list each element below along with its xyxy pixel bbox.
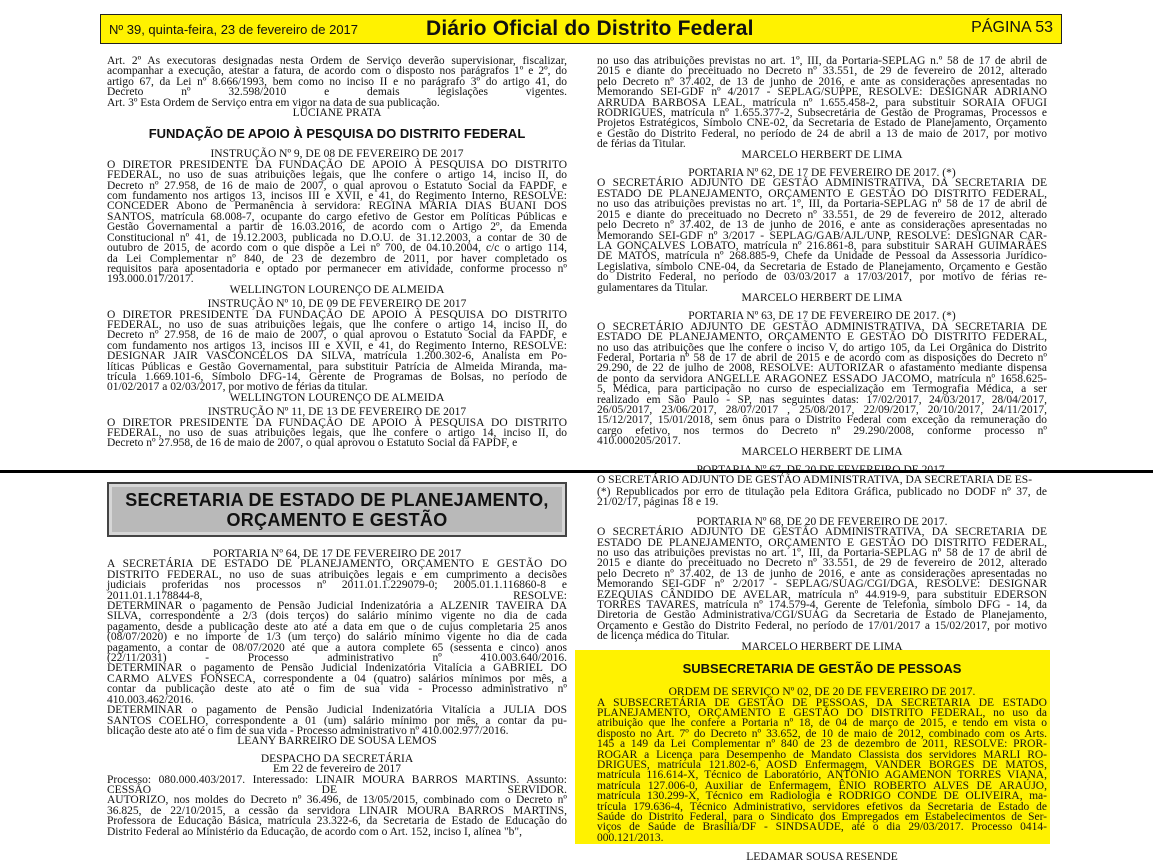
text-line: com fundamento nos artigos 13, incisos III e XVII, e 41, do Regimento Interno, RESOLVE: [107, 339, 567, 352]
text-line: 5, Médica, para participação no curso de especialização em Termografia Médica, a ser [597, 383, 1047, 396]
instrucao-11-title: INSTRUÇÃO Nº 11, DE 13 DE FEVEREIRO DE 2017 [207, 406, 467, 419]
text-line: FEDERAL, no uso de suas atribuições legais, que lhe confere o artigo 14, inciso II, do [107, 427, 567, 439]
text-line: 193.000.017/2017. [107, 273, 194, 286]
text-line: no uso das atribuições previstas no art. 1º, III, da Portaria-SEPLAG nº 58 de 17 de abril de [597, 547, 1047, 560]
portaria-64-title: PORTARIA Nº 64, DE 17 DE FEVEREIRO DE 2017 [212, 548, 462, 560]
text-line: FEDERAL, no uso de suas atribuições legais, que lhe confere o artigo 14, inciso II, do [107, 169, 567, 182]
text-line: SANTOS, matrícula 68.008-7, ocupante do cargo efetivo de Gestor em Políticas Públicas e [107, 210, 567, 223]
section-title-fapdf: FUNDAÇÃO DE APOIO À PESQUISA DO DISTRITO FEDERAL [148, 126, 526, 142]
text-line: da Lei Complementar nº 840, de 23 de dezembro de 2011, por haver completado os [107, 252, 567, 265]
text-line: no uso das atribuições que lhe confere o inciso V, do artigo 105, da Lei Orgânica do Distrito [597, 341, 1047, 354]
secretaria-title-line-1: SECRETARIA DE ESTADO DE PLANEJAMENTO, [125, 490, 549, 510]
text-line: Memorando SEI-GDF nº 2/2017 - SEPLAG/SUAG/CGI/DGA, RESOLVE: DESIGNAR [597, 578, 1047, 591]
secretaria-title-box [107, 482, 567, 537]
despacho-date: Em 22 de fevereiro de 2017 [272, 763, 402, 776]
text-line: DETERMINAR o pagamento de Pensão Judicial Indenizatória Vitalícia a GABRIEL DO [107, 662, 567, 675]
text-line: pagamento, a contar de 08/07/2020 até que a autora complete 65 (sessenta e cinco) anos [107, 641, 567, 654]
text-line: Projetos Estratégicos, Símbolo CNE-02, da Secretaria de Estado de Planejamento, Orçamento [597, 117, 1047, 130]
signer-marcelo-3: MARCELO HERBERT DE LIMA [741, 445, 903, 458]
text-line: Federal, Portaria nº 58 de 17 de abril de 2015 e de acordo com as disposições do Decreto nº [597, 351, 1047, 364]
republication-note [597, 487, 1047, 508]
issue-info: Nº 39, quinta-feira, 23 de fevereiro de 2017 [109, 22, 359, 37]
despacho-title: DESPACHO DA SECRETÁRIA [260, 752, 414, 765]
text-line: Decreto nº 27.958, de 16 de maio de 2007, o qual aprovou o Estatuto Social da FAPDF, e [107, 437, 518, 450]
instrucao-10-body [107, 310, 567, 393]
text-line: (22/11/2031) - Processo administrativo nº 410.003.640/2016. [107, 652, 567, 665]
text-line: Decreto nº 27.958, de 16 de maio de 2007, o qual aprovou o Estatuto Social da FAPDF, e [107, 179, 567, 192]
text-line: trícula 1.669.101-6, Símbolo DFG-14, Gerente de Programas de Bolsas, no período de [107, 370, 567, 383]
text-line: pelo Decreto nº 37.402, de 13 de junho de 2016, e ante as considerações apresentadas no [597, 219, 1047, 232]
text-line: ARRUDA BARBOSA LEAL, matrícula nº 1.655.458-2, para substituir SORAIA OFUGI [597, 96, 1047, 109]
text-line: 36.825, de 22/10/2015, a cessão da servidora LINAIR MOURA BARROS MARTINS, [107, 804, 567, 817]
ordem-servico-body [597, 698, 1047, 844]
text-line: 410.000205/2017. [597, 435, 681, 448]
signer-marcelo-2: MARCELO HERBERT DE LIMA [741, 291, 903, 304]
text-line: RODRIGUES, matrícula nº 1.655.377-2, Subsecretária de Gestão de Programas, Processos e [597, 107, 1047, 120]
instrucao-9-body [107, 160, 567, 285]
text-line: O DIRETOR PRESIDENTE DA FUNDAÇÃO DE APOIO À PESQUISA DO DISTRITO [107, 158, 567, 171]
text-line: AUTORIZO, nos moldes do Decreto nº 36.496, de 13/05/2015, combinado com o Decreto nº [107, 794, 567, 807]
text-line: viços de Saúde de Brasília/DF - SINDSAÚDE, até o dia 29/03/2017. Processo 0414- [597, 821, 1047, 834]
ordem-servico-title: ORDEM DE SERVIÇO Nº 02, DE 20 DE FEVEREIRO DE 2017. [668, 686, 976, 699]
text-line: matrícula 116.614-X, Técnico de Laboratório, ANTÔNIO AGAMENON TORRES VIANA, [597, 769, 1047, 782]
text-line: DISTRITO FEDERAL, no uso de suas atribuições legais e em cumprimento a decisões [107, 568, 567, 581]
text-line: blicação deste ato até o fim de sua vida - Processo administrativo nº 410.002.977/2016. [107, 724, 509, 737]
text-line: O SECRETÁRIO ADJUNTO DE GESTÃO ADMINISTRATIVA, DA SECRETARIA DE [597, 320, 1047, 333]
text-line: CONCEDER Abono de Permanência à servidora: REGINA MARIA DIAS BUANI DOS [107, 200, 567, 213]
text-line: Art. 3º Esta Ordem de Serviço entra em vigor na data de sua publicação. [107, 96, 440, 109]
text-line: realizado em São Paulo - SP, nas seguintes datas: 17/02/2017, 24/03/2017, 28/04/2017, [597, 393, 1047, 406]
text-line: CESSÃO DE SERVIDOR. [107, 783, 567, 796]
text-line: líticas Públicas e Gestão Governamental, para substituir Patrícia de Almeida Miranda, ma- [107, 360, 567, 373]
text-line: 410.003.462/2016. [107, 693, 194, 706]
portaria-68-title: PORTARIA Nº 68, DE 20 DE FEVEREIRO DE 2017. [696, 515, 948, 528]
text-line: acompanhar a execução, atestar a fatura, de acordo com o disposto nos parágrafos 1º e 2º, do [107, 65, 567, 78]
text-line: pelo Decreto nº 37.402, de 13 de junho de 2016, e ante as considerações apresentadas no [597, 75, 1047, 88]
text-line: Saúde do Distrito Federal, para o Sindicato dos Empregados em Estabelecimentos de Ser- [597, 810, 1047, 823]
portaria-68-body [597, 527, 1047, 641]
text-line: DESIGNAR JAIR VASCONCELOS DA SILVA, matrícula 1.200.302-6, Analista em Po- [107, 350, 567, 363]
text-line: contar da publicação deste ato até o fim de sua vida - Processo administrativo nº [107, 683, 567, 696]
text-line: do Distrito Federal, no período de 03/03/2017 a 17/03/2017, por motivo de férias re- [597, 271, 1047, 284]
text-line: LA GONÇALVES LOBATO, matrícula nº 216.861-8, para substituir SARAH GUIMARÃES [597, 239, 1047, 252]
text-line: 2011.01.1.178844-8, RESOLVE: [107, 589, 567, 602]
text-line: de licença médica do Titular. [597, 630, 730, 643]
text-line: 2015 e diante do preceituado no Decreto nº 33.551, de 29 de fevereiro de 2012, alterado [597, 65, 1047, 78]
text-line: ESTADO DE PLANEJAMENTO, ORÇAMENTO E GESTÃO DO DISTRITO FEDERAL, [597, 187, 1047, 200]
text-line: DETERMINAR o pagamento de Pensão Judicial Indenizatória a ALZENIR TAVEIRA DA [107, 600, 567, 613]
gazette-title: Diário Oficial do Distrito Federal [426, 17, 754, 40]
intro-block [107, 56, 567, 108]
text-line: matrícula 130.299-X, Técnico em Radiologia e RODRIGO CONDE DE OLIVEIRA, ma- [597, 790, 1047, 803]
text-line: ESTADO DE PLANEJAMENTO, ORÇAMENTO E GESTÃO DO DISTRITO FEDERAL, [597, 536, 1047, 549]
text-line: matrícula 127.006-0, Auxiliar de Enfermagem, ÊNIO ROBERTO ALVES DE ARAÚJO, [597, 779, 1047, 792]
text-line: cargo efetivo, nos termos do Decreto nº 29.290/2008, conforme processo nº [597, 424, 1047, 437]
text-line: DRIGUES, matrícula 121.802-6, AOSD Enfermagem, VANDER BORGES DE MATOS, [597, 758, 1047, 771]
text-line: DETERMINAR o pagamento de Pensão Judicial Indenizatória Vitalícia a JULIA DOS [107, 704, 567, 717]
signer-wellington-2: WELLINGTON LOURENÇO DE ALMEIDA [229, 391, 445, 404]
text-line: Processo: 080.000.403/2017. Interessado: LINAIR MOURA BARROS MARTINS. Assunto: [107, 773, 567, 786]
text-line: O SECRETÁRIO ADJUNTO DE GESTÃO ADMINISTRATIVA, DA SECRETARIA DE [597, 177, 1047, 190]
text-line: Decreto nº 32.598/2010 e demais legislações vigentes. [107, 86, 567, 99]
left-top-column [107, 56, 567, 449]
text-line: judiciais proferidas nos processos nº 2011.01.1.229079-0; 2005.01.1.116860-8 e [107, 579, 567, 592]
text-line: 29.290, de 22 de julho de 2008, RESOLVE: AUTORIZAR o afastamento mediante dispensa [597, 362, 1047, 375]
text-line: SANTOS COELHO, correspondente a 01 (um) salário mínimo por mês, a contar da pu- [107, 714, 567, 727]
text-line: DE MATOS, matrícula nº 268.885-9, Chefe da Unidade de Pessoal da Assessoria Jurídico- [597, 250, 1047, 263]
signer-leany: LEANY BARREIRO DE SOUSA LEMOS [237, 735, 437, 748]
page-header [0, 0, 1153, 42]
text-line: (*) Republicados por erro de titulação pela Editora Gráfica, publicado no DODF nº 37, de [597, 486, 1047, 498]
portaria-63-title: PORTARIA Nº 63, DE 17 DE FEVEREIRO DE 2017. (*) [688, 310, 956, 323]
page-divider [0, 470, 1153, 473]
text-line: A SECRETÁRIA DE ESTADO DE PLANEJAMENTO, ORÇAMENTO E GESTÃO DO [107, 558, 567, 571]
text-line: 145 a 149 da Lei Complementar nº 840 de 23 de dezembro de 2011, RESOLVE: PROR- [597, 738, 1047, 751]
portaria-62-title: PORTARIA Nº 62, DE 17 DE FEVEREIRO DE 2017. (*) [688, 167, 956, 180]
right-top-column [597, 56, 1047, 486]
text-line: gulamentares da Titular. [597, 281, 708, 294]
text-line: e Gestão do Distrito Federal, no período de 24 de abril a 13 de maio de 2017, por motivo [597, 127, 1047, 140]
text-line: A SUBSECRETÁRIA DE GESTÃO DE PESSOAS, DA SECRETARIA DE ESTADO [597, 696, 1047, 709]
signer-wellington-1: WELLINGTON LOURENÇO DE ALMEIDA [229, 283, 445, 296]
signer-luciane: LUCIANE PRATA [292, 107, 382, 120]
signer-ledamar: LEDAMAR SOUSA RESENDE [746, 851, 898, 863]
text-line: O DIRETOR PRESIDENTE DA FUNDAÇÃO DE APOIO À PESQUISA DO DISTRITO [107, 416, 567, 429]
text-line: CARMO ALVES FONSECA, correspondente a 04 (quatro) salários mínimos por mês, a [107, 672, 567, 685]
text-line: 2015 e diante do preceituado no Decreto nº 33.551, de 29 de fevereiro de 2012, alterado [597, 557, 1047, 570]
text-line: O SECRETÁRIO ADJUNTO DE GESTÃO ADMINISTRATIVA, DA SECRETARIA DE [597, 526, 1047, 539]
right-bottom-column [597, 487, 1047, 863]
text-line: no uso das atribuições previstas no art. 1º, III, da Portaria-SEPLAG n.º 58 de 17 de abril de [597, 55, 1047, 67]
text-line: Legislativa, símbolo CNE-04, da Secretaria de Estado de Planejamento, Orçamento e Gestão [597, 260, 1047, 273]
text-line: (08/07/2020) e no importe de 1/3 (um terço) do salário mínimo vigente no dia de cada [107, 631, 567, 644]
instrucao-9-title: INSTRUÇÃO Nº 9, DE 08 DE FEVEREIRO DE 2017 [210, 148, 464, 161]
instrucao-11-body [107, 418, 567, 449]
portaria-67-body [597, 475, 1047, 485]
text-line: 21/02/17, páginas 18 e 19. [597, 496, 719, 509]
text-line: Professora de Educação Básica, matrícula 23.322-6, da Secretaria de Estado de Educação do [107, 815, 567, 828]
text-line: O SECRETÁRIO ADJUNTO DE GESTÃO ADMINISTRATIVA, DA SECRETARIA DE ES- [597, 474, 1033, 487]
despacho-body [107, 775, 567, 837]
text-line: 2015 e diante do preceituado no Decreto nº 33.551, de 29 de fevereiro de 2012, alterado [597, 208, 1047, 221]
text-line: artigo 67, da Lei nº 8.666/1993, bem como no inciso II e no parágrafo 3º do artigo 41, do [107, 75, 567, 88]
text-line: Constitucional nº 41, de 19.12.2003, publicada no D.O.U. de 31.12.2003, a contar de 30 de [107, 231, 567, 244]
text-line: O DIRETOR PRESIDENTE DA FUNDAÇÃO DE APOIO À PESQUISA DO DISTRITO [107, 308, 567, 321]
text-line: requisitos para aposentadoria e optado por permanecer em atividade, conforme processo nº [107, 262, 567, 275]
text-line: de férias da Titular. [597, 138, 686, 151]
text-line: no uso das atribuições previstas no art. 1º, III, da Portaria-SEPLAG nº 58 de 17 de abril de [597, 198, 1047, 211]
text-line: trícula 179.636-4, Técnico Administrativo, servidores efetivos da Secretaria de Estado de [597, 800, 1047, 813]
text-line: pelo Decreto nº 37.402, de 13 de junho de 2016, e ante as considerações apresentadas no [597, 567, 1047, 580]
portaria-64-body [107, 559, 567, 736]
portaria-63-body [597, 322, 1047, 447]
text-line: EZEQUIAS CÂNDIDO DE AVELAR, matrícula nº 44.919-9, para substituir EDERSON [597, 588, 1047, 601]
text-line: 01/02/2017 a 02/03/2017, por motivo de férias da titular. [107, 381, 368, 394]
text-line: Art. 2º As executoras designadas nesta Ordem de Serviço deverão supervisionar, fiscalizar, [107, 55, 567, 67]
portaria-62-body [597, 178, 1047, 292]
text-line: Distrito Federal ao Ministério da Educação, de acordo com o Art. 152, inciso I, alínea "b", [107, 825, 522, 838]
signer-marcelo-1: MARCELO HERBERT DE LIMA [741, 148, 903, 161]
text-line: TORRES TAVARES, matrícula nº 174.579-4, Gerente de Telefonia, símbolo DFG - 14, da [597, 599, 1047, 612]
text-line: Orçamento e Gestão do Distrito Federal, no período de 17/01/2017 a 15/02/2017, por motivo [597, 619, 1047, 632]
text-line: PLANEJAMENTO, ORÇAMENTO E GESTÃO DO DISTRITO FEDERAL, no uso da [597, 706, 1047, 719]
text-line: Memorando SEI-GDF nº 3/2017 - SEPLAG/GAB/AJL/UNP, RESOLVE: DESIGNAR CAR- [597, 229, 1047, 242]
text-line: com fundamento nos artigos 13, incisos III e XVII, e 41, do Regimento Interno, RESOLVE: [107, 190, 567, 203]
header-bar [100, 14, 1062, 44]
text-line: 000.121/2013. [597, 831, 664, 844]
text-line: Decreto nº 27.958, de 16 de maio de 2007, o qual aprovou o Estatuto Social da FAPDF, e [107, 329, 567, 342]
text-line: ESTADO DE PLANEJAMENTO, ORÇAMENTO E GESTÃO DO DISTRITO FEDERAL, [597, 331, 1047, 344]
text-line: de ponto da servidora ANGELLE ARAGONEZ ESSADO JACOMO, matrícula nº 1658.625- [597, 372, 1047, 385]
text-line: atribuição que lhe confere a Portaria nº 18, de 04 de março de 2015, e tendo em vista o [597, 717, 1047, 730]
text-line: SILVA, correspondente a 2/3 (dois terços) do salário mínimo vigente no dia de cada [107, 610, 567, 623]
page-number: PÁGINA 53 [971, 19, 1053, 36]
text-line: pagamento, desde a publicação deste ato até a data em que o de cujus completaria 25 anos [107, 620, 567, 633]
text-line: FEDERAL, no uso de suas atribuições legais, que lhe confere o artigo 14, inciso II, do [107, 318, 567, 331]
text-line: Gestão Governamental a partir de 16.03.2016, de acordo com o Artigo 2º, da Emenda [107, 221, 567, 234]
secretaria-title-line-2: ORÇAMENTO E GESTÃO [226, 510, 448, 530]
signer-marcelo-4: MARCELO HERBERT DE LIMA [741, 640, 903, 653]
left-bottom-column [107, 549, 567, 837]
text-line: outubro de 2015, de acordo com o que dispõe a Lei nº 700, de 04.10.2004, c/c o artigo 114, [107, 242, 567, 255]
text-line: ROGAR a Licença para Desempenho de Mandato Classista dos servidores MARLI RO- [597, 748, 1047, 761]
section-title-subsecretaria: SUBSECRETARIA DE GESTÃO DE PESSOAS [682, 661, 962, 677]
text-line: disposto no Art. 7º do Decreto nº 33.652, de 10 de maio de 2012, combinado com os Arts. [597, 727, 1047, 740]
text-line: 15/12/2017, 15/01/2018, sem ônus para o Distrito Federal com exceção da remuneração do [597, 414, 1047, 427]
text-line: Memorando SEI-GDF nº 4/2017 - SEPLAG/SUPPE, RESOLVE: DESIGNAR ADRIANO [597, 86, 1047, 99]
text-line: 26/05/2017, 23/06/2017, 28/07/2017 , 25/08/2017, 22/09/2017, 20/10/2017, 24/11/2017, [597, 404, 1047, 416]
designation-block [597, 56, 1047, 150]
text-line: Diretoria de Gestão Administrativa/CGI/SUAG da Secretaria de Estado de Planejamento, [597, 609, 1047, 622]
instrucao-10-title: INSTRUÇÃO Nº 10, DE 09 DE FEVEREIRO DE 2017 [207, 298, 467, 311]
